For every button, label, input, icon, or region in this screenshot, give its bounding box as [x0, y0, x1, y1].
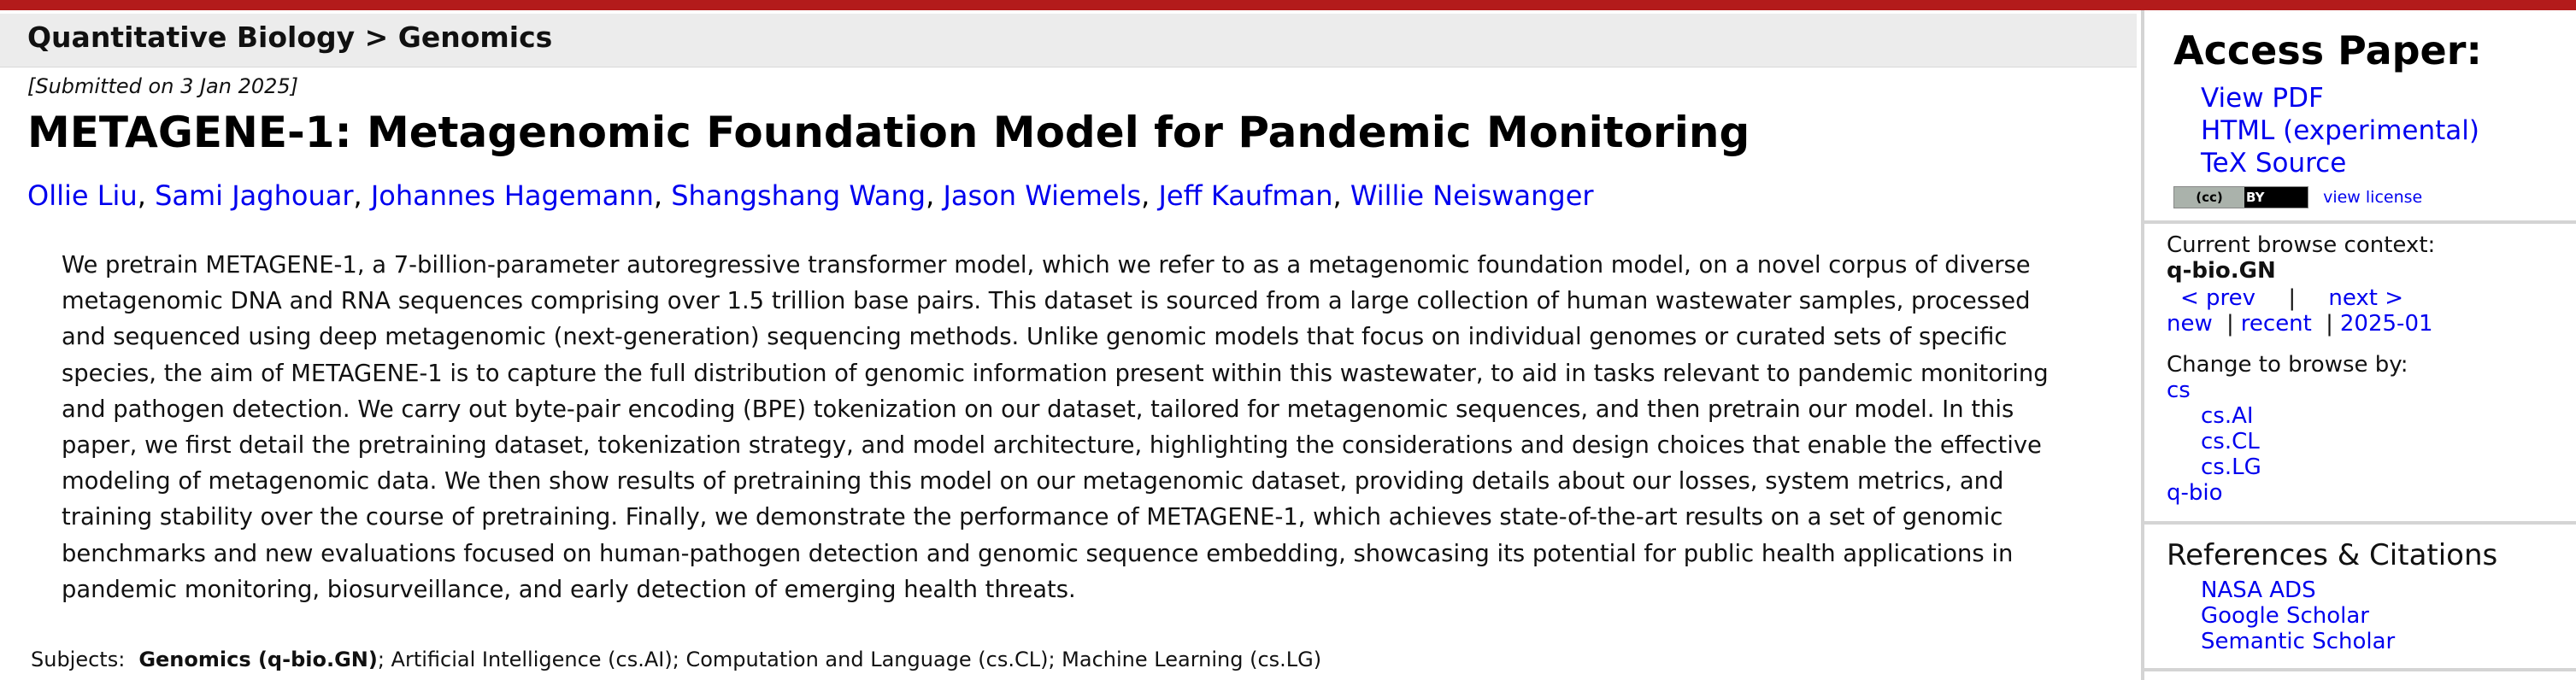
sidebar: [2141, 10, 2576, 680]
cc-icon: (cc): [2174, 187, 2244, 208]
view-pdf-link[interactable]: View PDF: [2201, 83, 2324, 114]
access-paper-heading: Access Paper:: [2173, 27, 2482, 73]
arxiv-brand-bar: [0, 0, 2576, 10]
pipe-separator: |: [2326, 311, 2333, 337]
license-row: [2173, 186, 2422, 212]
semantic-scholar-link[interactable]: Semantic Scholar: [2201, 629, 2396, 654]
breadcrumb-bar: [0, 14, 2137, 67]
author-list: Ollie Liu, Sami Jaghouar, Johannes Hagemann, Shangshang Wang, Jason Wiemels, Jeff Kaufman, Willie Neiswanger: [27, 179, 1594, 212]
author-link[interactable]: Jason Wiemels: [943, 179, 1142, 212]
browse-context-name: q-bio.GN: [2167, 258, 2276, 284]
sidebar-divider: [2144, 521, 2576, 525]
primary-subject: Genomics (q-bio.GN): [138, 648, 378, 671]
sidebar-divider: [2144, 668, 2576, 671]
breadcrumb: Quantitative Biology > Genomics: [27, 21, 553, 54]
prev-next-row: [2180, 285, 2403, 311]
view-license-link[interactable]: view license: [2323, 188, 2423, 207]
new-link[interactable]: new: [2167, 311, 2213, 337]
nasa-ads-link[interactable]: NASA ADS: [2201, 577, 2316, 603]
browse-by-cs-ai-link[interactable]: cs.AI: [2201, 403, 2254, 429]
tex-source-link[interactable]: TeX Source: [2201, 148, 2347, 179]
main-content: [0, 10, 2137, 680]
month-link[interactable]: 2025-01: [2339, 311, 2433, 337]
change-browse-label: Change to browse by:: [2167, 352, 2408, 378]
secondary-subjects: ; Artificial Intelligence (cs.AI); Computation and Language (cs.CL); Machine Learning (cs.LG): [377, 648, 1322, 671]
subjects-label: Subjects:: [31, 648, 126, 671]
paper-title: METAGENE-1: Metagenomic Foundation Model for Pandemic Monitoring: [27, 108, 1750, 157]
by-icon: BY: [2246, 190, 2265, 205]
browse-by-cs-lg-link[interactable]: cs.LG: [2201, 454, 2261, 480]
browse-by-cs-link[interactable]: cs: [2167, 378, 2191, 403]
author-link[interactable]: Johannes Hagemann: [370, 179, 654, 212]
cc-by-license-badge[interactable]: [2173, 186, 2308, 208]
subjects-line: [31, 648, 1321, 671]
author-link[interactable]: Willie Neiswanger: [1350, 179, 1594, 212]
author-link[interactable]: Jeff Kaufman: [1158, 179, 1333, 212]
next-link[interactable]: next >: [2328, 285, 2404, 311]
browse-by-q-bio-link[interactable]: q-bio: [2167, 480, 2223, 506]
browse-context-label: Current browse context:: [2167, 232, 2436, 258]
pipe-separator: |: [2288, 285, 2297, 311]
author-link[interactable]: Shangshang Wang: [671, 179, 926, 212]
pipe-separator: |: [2226, 311, 2234, 337]
recent-link[interactable]: recent: [2240, 311, 2312, 337]
author-link[interactable]: Ollie Liu: [27, 179, 138, 212]
browse-by-cs-cl-link[interactable]: cs.CL: [2201, 429, 2260, 454]
abstract-text: We pretrain METAGENE-1, a 7-billion-parameter autoregressive transformer model, which we refer to as a metagenomic foundation model, on a novel corpus of diverse metagenomic DNA and RNA sequences comprising over 1.5 trillion base pairs. This dataset is sourced from a large collection of human wastewater samples, processed and sequenced using deep metagenomic (next-generation) sequencing methods. Unlike genomic models that focus on individual genomes or curated sets of specific species, the aim of METAGENE-1 is to capture the full distribution of genomic information present within this wastewater, to aid in tasks relevant to pandemic monitoring and pathogen detection. We carry out byte-pair encoding (BPE) tokenization on our dataset, tailored for metagenomic sequences, and then pretrain our model. In this paper, we first detail the pretraining dataset, tokenization strategy, and model architecture, highlighting the considerations and design choices that enable the effective modeling of metagenomic data. We then show results of pretraining this model on our metagenomic dataset, providing details about our losses, system metrics, and training stability over the course of pretraining. Finally, we demonstrate the performance of METAGENE-1, which achieves state-of-the-art results on a set of genomic benchmarks and new evaluations focused on human-pathogen detection and genomic sequence embedding, showcasing its potential for public health applications in pandemic monitoring, biosurveillance, and early detection of emerging health threats.: [62, 252, 2049, 603]
access-paper-box: [2144, 10, 2576, 220]
references-citations-heading: References & Citations: [2167, 538, 2498, 572]
author-link[interactable]: Sami Jaghouar: [155, 179, 354, 212]
prev-link[interactable]: < prev: [2180, 285, 2256, 311]
html-experimental-link[interactable]: HTML (experimental): [2201, 115, 2479, 146]
new-recent-row: [2167, 311, 2433, 337]
google-scholar-link[interactable]: Google Scholar: [2201, 603, 2369, 629]
submission-date: [Submitted on 3 Jan 2025]: [27, 74, 299, 98]
sidebar-divider: [2144, 220, 2576, 224]
